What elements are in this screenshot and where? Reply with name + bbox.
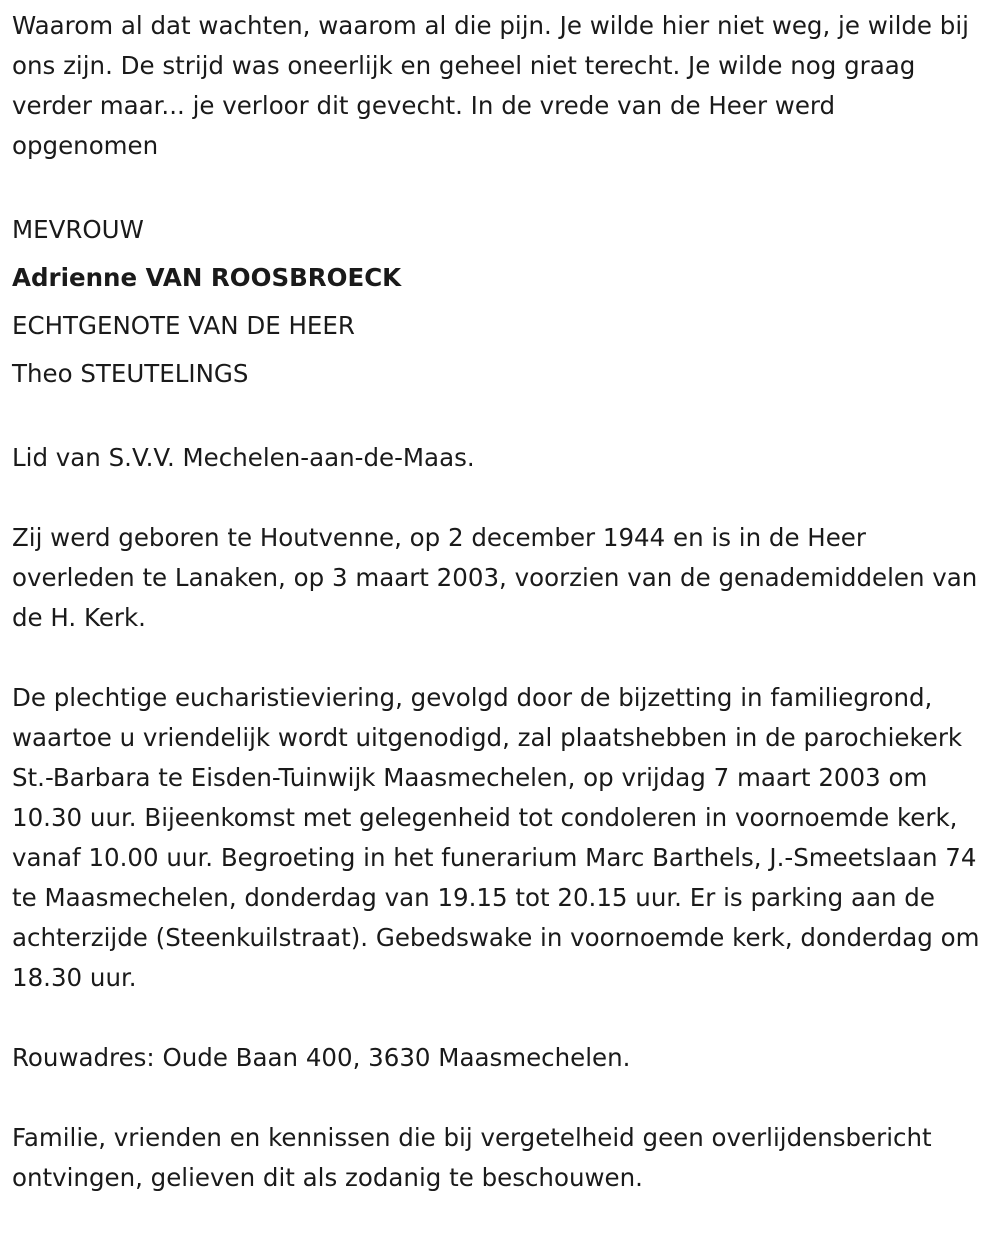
deceased-name: Adrienne VAN ROOSBROECK (12, 263, 402, 292)
intro-paragraph: Waarom al dat wachten, waarom al die pijn. Je wilde hier niet weg, je wilde bij ons zijn. De strijd was oneerlijk en geheel niet terecht. Je wilde nog graag verder maar... je verloor dit gevecht. In de vrede van de Heer werd opgenomen (12, 11, 969, 160)
spacer (12, 998, 988, 1038)
ceremony-paragraph: De plechtige eucharistieviering, gevolgd door de bijzetting in familiegrond, waartoe u vriendelijk wordt uitgenodigd, zal plaatshebben in de parochiekerk St.-Barbara te Eisden-Tuinwijk Maasmechelen, op vrijdag 7 maart 2003 om 10.30 uur. Bijeenkomst met gelegenheid tot condoleren in voornoemde kerk, vanaf 10.00 uur. Begroeting in het funerarium Marc Barthels, J.-Smeetslaan 74 te Maasmechelen, donderdag van 19.15 tot 20.15 uur. Er is parking aan de achterzijde (Steenkuilstraat). Gebedswake in voornoemde kerk, donderdag om 18.30 uur. (12, 683, 980, 992)
spacer (12, 478, 988, 518)
spacer (12, 398, 988, 438)
spacer (12, 1078, 988, 1118)
title-line: MEVROUW (12, 215, 144, 244)
obituary-document (12, 0, 988, 1198)
name-block (12, 206, 988, 398)
closing-paragraph: Familie, vrienden en kennissen die bij vergetelheid geen overlijdensbericht ontvingen, gelieven dit als zodanig te beschouwen. (12, 1123, 932, 1192)
birth-death-paragraph: Zij werd geboren te Houtvenne, op 2 december 1944 en is in de Heer overleden te Lanaken, op 3 maart 2003, voorzien van de genademiddelen van de H. Kerk. (12, 523, 978, 632)
spouse-name: Theo STEUTELINGS (12, 359, 249, 388)
membership-paragraph: Lid van S.V.V. Mechelen-aan-de-Maas. (12, 443, 475, 472)
relation-line: ECHTGENOTE VAN DE HEER (12, 311, 355, 340)
spacer (12, 638, 988, 678)
address-paragraph: Rouwadres: Oude Baan 400, 3630 Maasmechelen. (12, 1043, 631, 1072)
spacer (12, 166, 988, 206)
